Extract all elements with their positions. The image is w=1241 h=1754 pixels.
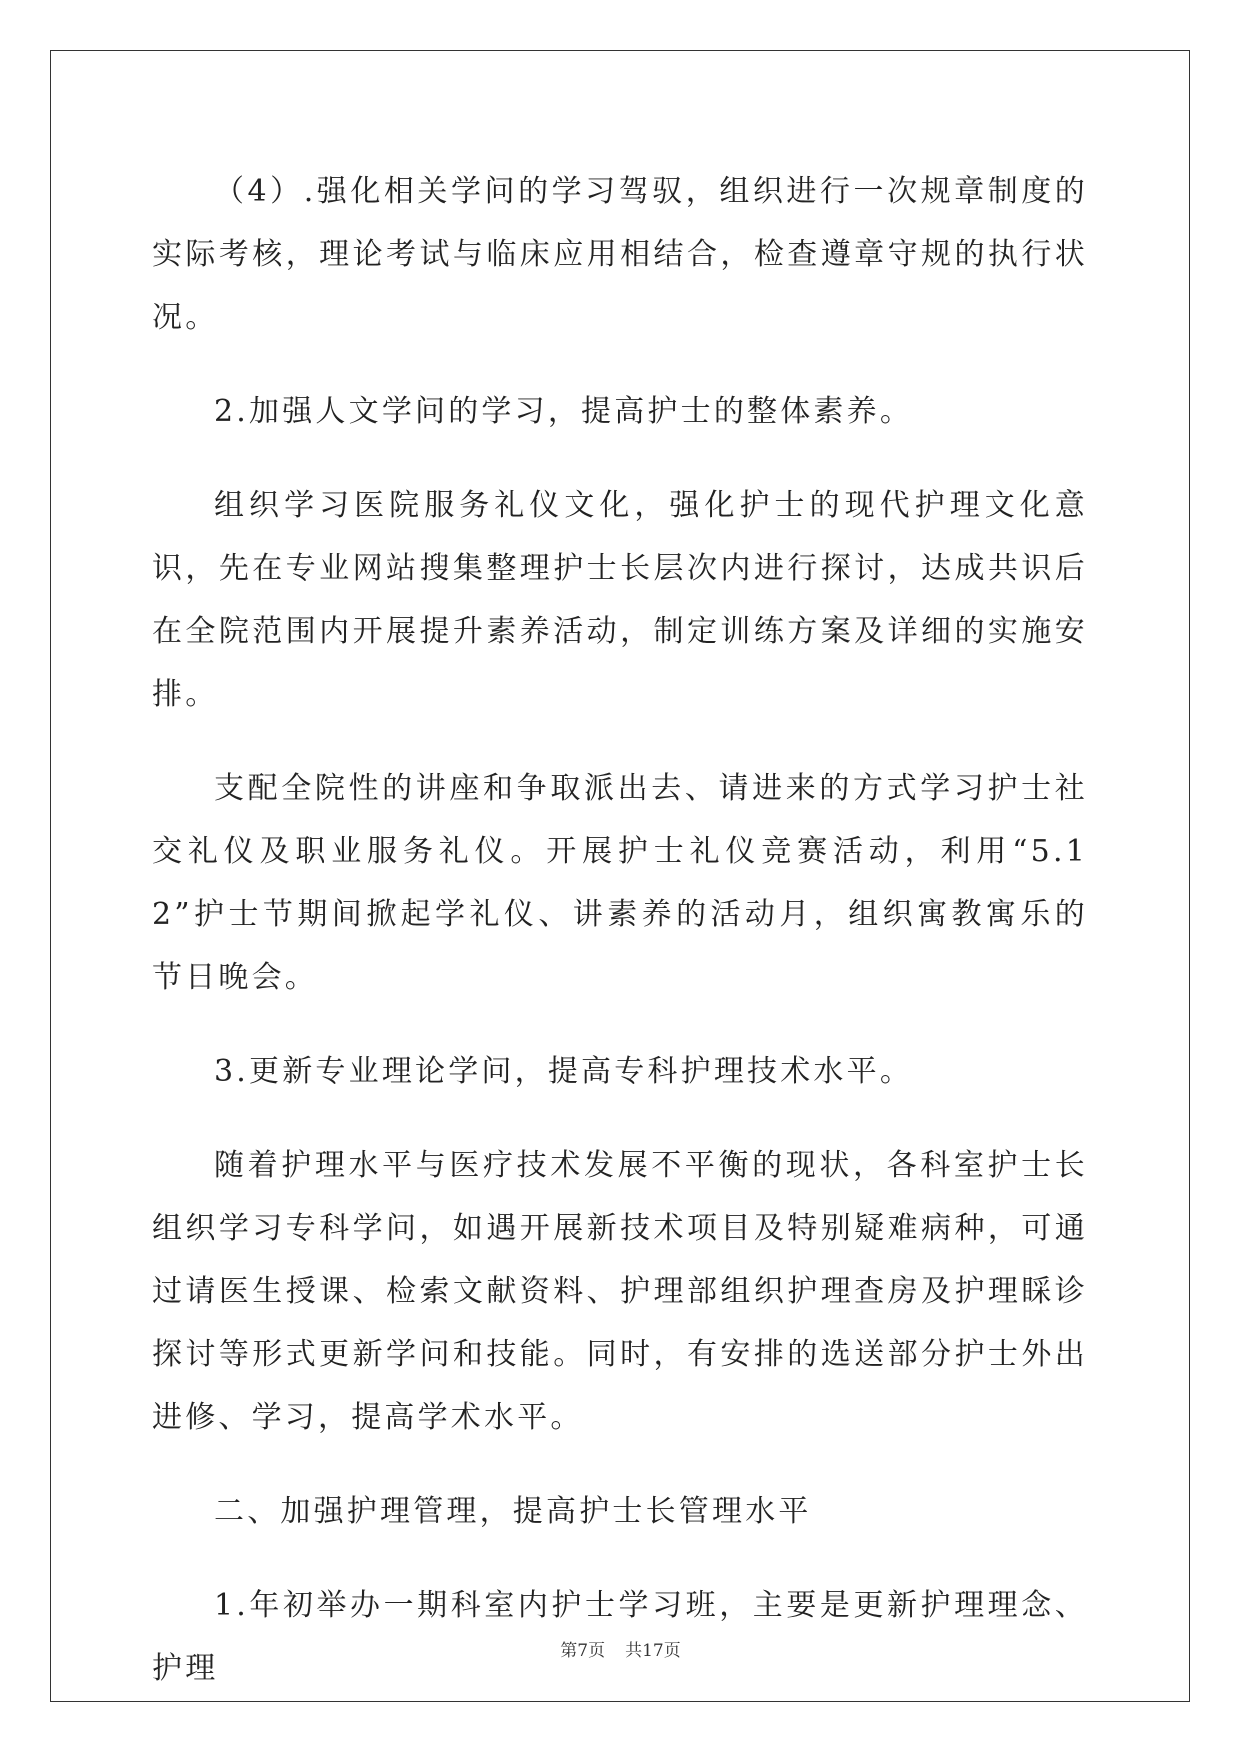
- page-number: 第7页: [560, 1641, 606, 1661]
- section-heading: 二、加强护理管理，提高护士长管理水平: [214, 1494, 812, 1529]
- document-body: [152, 160, 1088, 1731]
- page-total: 共17页: [625, 1641, 681, 1661]
- page-footer: [0, 1636, 1241, 1661]
- paragraph: 2.加强人文学问的学习，提高护士的整体素养。: [214, 394, 914, 429]
- paragraph: 支配全院性的讲座和争取派出去、请进来的方式学习护士社交礼仪及职业服务礼仪。开展护士礼仪竞赛活动，利用“5.12”护士节期间掀起学礼仪、讲素养的活动月，组织寓教寓乐的节日晚会。: [152, 771, 1088, 995]
- paragraph: （4）.强化相关学问的学习驾驭，组织进行一次规章制度的实际考核，理论考试与临床应用相结合，检查遵章守规的执行状况。: [152, 174, 1088, 335]
- paragraph: 1.年初举办一期科室内护士学习班，主要是更新护理理念、护理: [152, 1588, 1088, 1686]
- paragraph: 随着护理水平与医疗技术发展不平衡的现状，各科室护士长组织学习专科学问，如遇开展新技术项目及特别疑难病种，可通过请医生授课、检索文献资料、护理部组织护理查房及护理睬诊探讨等形式更新学问和技能。同时，有安排的选送部分护士外出进修、学习，提高学术水平。: [152, 1148, 1088, 1435]
- paragraph: 3.更新专业理论学问，提高专科护理技术水平。: [214, 1054, 914, 1089]
- paragraph: 组织学习医院服务礼仪文化，强化护士的现代护理文化意识，先在专业网站搜集整理护士长层次内进行探讨，达成共识后在全院范围内开展提升素养活动，制定训练方案及详细的实施安排。: [152, 488, 1088, 712]
